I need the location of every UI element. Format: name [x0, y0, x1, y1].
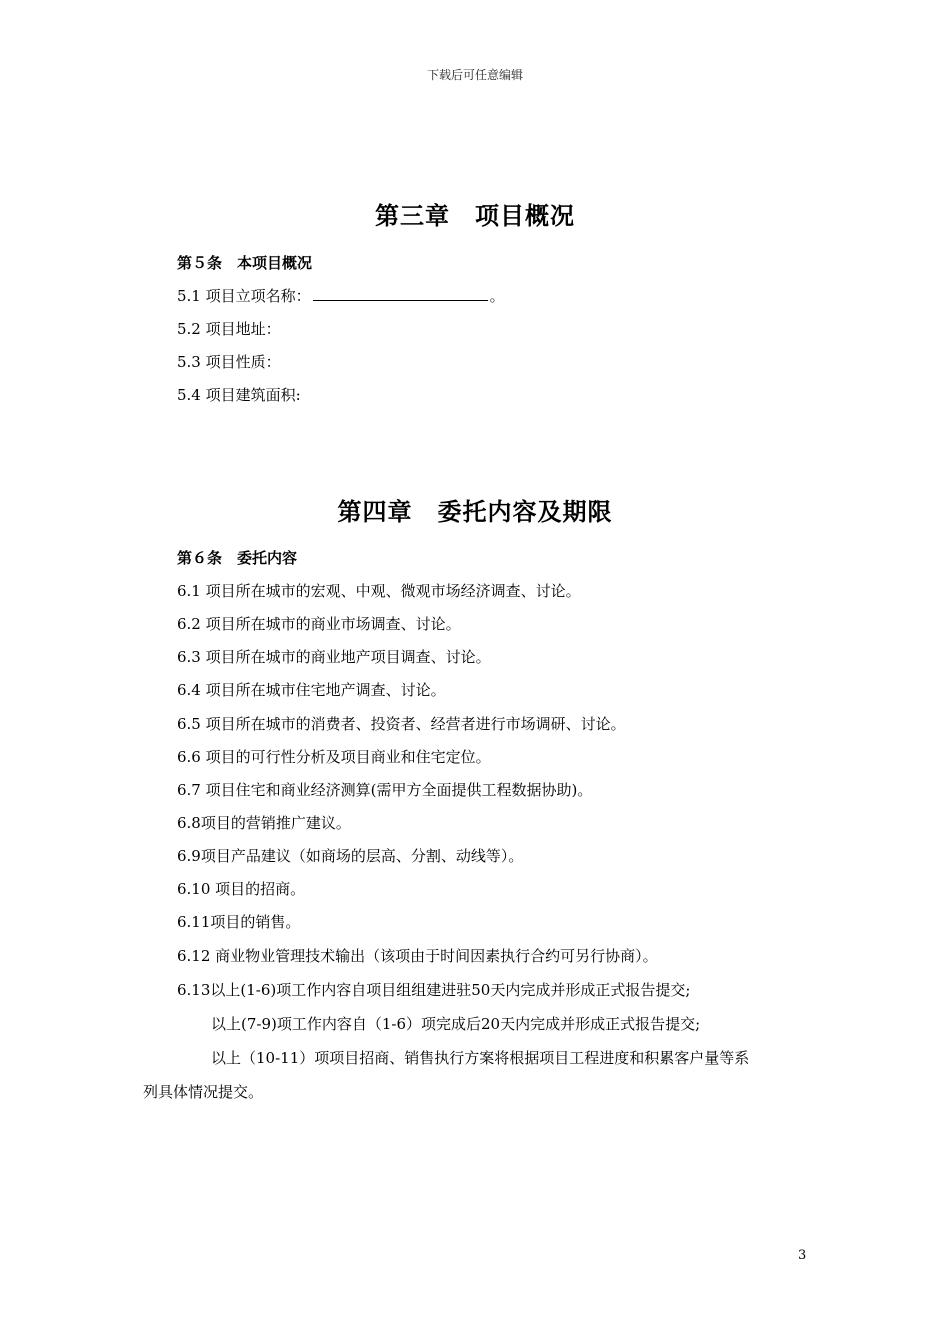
item-6-10: 6.10 项目的招商。	[177, 880, 306, 898]
item-6-1: 6.1 项目所在城市的宏观、中观、微观市场经济调查、讨论。	[177, 582, 581, 600]
item-6-2: 6.2 项目所在城市的商业市场调查、讨论。	[177, 615, 461, 633]
item-5-2: 5.2 项目地址：	[177, 320, 281, 338]
item-6-9: 6.9项目产品建议（如商场的层高、分割、动线等）。	[177, 847, 524, 865]
item-5-3: 5.3 项目性质：	[177, 353, 281, 371]
item-6-13-continuation-2: 以上（10-11）项项目招商、销售执行方案将根据项目工程进度和积累客户量等系	[211, 1049, 750, 1067]
article-5-heading: 第５条 本项目概况	[177, 254, 313, 272]
item-6-8: 6.8项目的营销推广建议。	[177, 814, 351, 832]
project-name-blank	[313, 286, 488, 301]
item-6-5: 6.5 项目所在城市的消费者、投资者、经营者进行市场调研、讨论。	[177, 715, 626, 733]
article-6-heading: 第６条 委托内容	[177, 549, 298, 567]
item-5-4: 5.4 项目建筑面积:	[177, 386, 301, 404]
page-header: 下载后可任意编辑	[426, 68, 523, 82]
item-6-3: 6.3 项目所在城市的商业地产项目调查、讨论。	[177, 648, 491, 666]
item-6-13-continuation-2-wrap: 列具体情况提交。	[143, 1083, 264, 1101]
item-5-1-label: 5.1 项目立项名称：	[177, 287, 311, 305]
item-5-1	[177, 286, 505, 306]
item-5-1-suffix: 。	[489, 287, 505, 305]
item-6-7: 6.7 项目住宅和商业经济测算(需甲方全面提供工程数据协助)。	[177, 781, 593, 799]
item-6-6: 6.6 项目的可行性分析及项目商业和住宅定位。	[177, 748, 491, 766]
page-number: 3	[798, 1248, 807, 1263]
item-6-13-continuation-1: 以上(7-9)项工作内容自（1-6）项完成后20天内完成并形成正式报告提交;	[211, 1015, 701, 1033]
item-6-11: 6.11项目的销售。	[177, 913, 301, 931]
chapter-4-title: 第四章 委托内容及期限	[337, 497, 613, 526]
item-6-12: 6.12 商业物业管理技术输出（该项由于时间因素执行合约可另行协商）。	[177, 947, 658, 965]
chapter-3-title: 第三章 项目概况	[375, 201, 575, 230]
item-6-4: 6.4 项目所在城市住宅地产调查、讨论。	[177, 681, 446, 699]
item-6-13: 6.13以上(1-6)项工作内容自项目组组建进驻50天内完成并形成正式报告提交;	[177, 981, 691, 999]
